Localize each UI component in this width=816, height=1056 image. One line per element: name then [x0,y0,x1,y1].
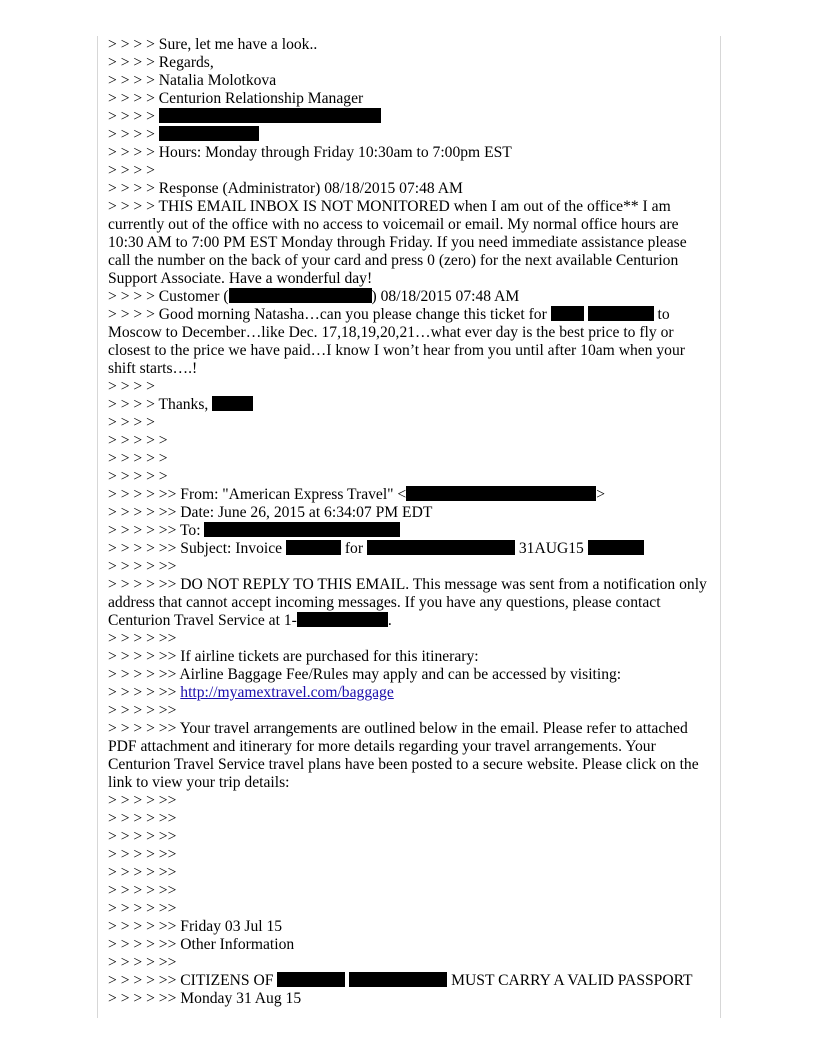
text-line: > > > > [108,108,710,126]
response-header: > > > > Response (Administrator) 08/18/2015 07:48 AM [108,180,463,197]
customer-message: > > > > Good morning Natasha…can you please change this ticket for to Moscow to December…like Dec. 17,18,19,20,21…what ever day is the best price to fly or closest to the price we have paid…I know I won’t hear from you until after 10am when your shift starts….! [108,306,685,377]
quote-marker-line: > > > > >> [108,846,177,863]
travel-arrangements-paragraph: > > > > >> Your travel arrangements are outlined below in the email. Please refer to attached PDF attachment and itinerary for more details regarding your travel arrangements. Your Centurion Travel Service travel plans have been posted to a secure website. Please click on the link to view your trip details: [108,720,699,791]
text-line: > > > > >> Airline Baggage Fee/Rules may apply and can be accessed by visiting: [108,666,622,683]
quote-marker-line: > > > > >> [108,702,177,719]
quote-marker-line: > > > > [108,162,155,179]
office-hours: > > > > Hours: Monday through Friday 10:30am to 7:00pm EST [108,144,512,161]
no-reply-notice: > > > > >> DO NOT REPLY TO THIS EMAIL. This message was sent from a notification only address that cannot accept incoming messages. If you have any questions, please contact Centurion Travel Service at 1- . [108,576,707,629]
quote-marker-line: > > > > >> [108,558,177,575]
text-line: > > > > >> http://myamextravel.com/baggage [108,684,394,701]
redaction-bar [349,972,447,987]
redaction-bar [297,612,388,627]
itinerary-date: > > > > >> Friday 03 Jul 15 [108,918,283,935]
redaction-bar [286,540,341,555]
sender-name: > > > > Natalia Molotkova [108,72,277,89]
redaction-bar [367,540,515,555]
redaction-bar [212,396,253,411]
redaction-bar [159,108,381,123]
quote-marker-line: > > > > >> [108,810,177,827]
sender-title: > > > > Centurion Relationship Manager [108,90,364,107]
itinerary-heading: > > > > >> Other Information [108,936,295,953]
text-line: > > > > Regards, [108,54,214,71]
text-line: > > > > Sure, let me have a look.. [108,36,318,53]
redaction-bar [204,522,400,537]
redaction-bar [406,486,596,501]
quote-marker-line: > > > > >> [108,954,177,971]
baggage-link[interactable]: http://myamextravel.com/baggage [180,684,394,701]
email-to: > > > > >> To: [108,522,710,540]
redaction-bar [588,306,654,321]
quote-marker-line: > > > > > [108,450,168,467]
email-from: > > > > >> From: "American Express Travel" < > [108,486,606,503]
quote-marker-line: > > > > >> [108,630,177,647]
text-line: > > > > [108,126,710,144]
quote-marker-line: > > > > > [108,432,168,449]
auto-reply-paragraph: > > > > THIS EMAIL INBOX IS NOT MONITORED when I am out of the office** I am currently out of the office with no access to voicemail or email. My normal office hours are 10:30 AM to 7:00 PM EST Monday through Friday. If you need immediate assistance please call the number on the back of your card and press 0 (zero) for the next available Centurion Support Associate. Have a wonderful day! [108,198,687,287]
quote-marker-line: > > > > [108,414,155,431]
quote-marker-line: > > > > > [108,468,168,485]
quote-marker-line: > > > > >> [108,900,177,917]
quote-marker-line: > > > > >> [108,828,177,845]
text-line: > > > > Thanks, [108,396,710,414]
email-subject: > > > > >> Subject: Invoice for 31AUG15 [108,540,710,558]
quote-marker-line: > > > > >> [108,792,177,809]
email-thread-body [108,36,710,1008]
redaction-bar [277,972,345,987]
passport-notice: > > > > >> CITIZENS OF MUST CARRY A VALID PASSPORT [108,972,693,989]
customer-header: > > > > Customer ( ) 08/18/2015 07:48 AM [108,288,520,305]
redaction-bar [159,126,259,141]
redaction-bar [229,288,372,303]
redaction-bar [551,306,584,321]
quote-marker-line: > > > > >> [108,882,177,899]
itinerary-date: > > > > >> Monday 31 Aug 15 [108,990,302,1007]
email-date: > > > > >> Date: June 26, 2015 at 6:34:07 PM EDT [108,504,433,521]
redaction-bar [588,540,644,555]
document-page [97,36,721,1018]
quote-marker-line: > > > > [108,378,155,395]
text-line: > > > > >> If airline tickets are purchased for this itinerary: [108,648,479,665]
quote-marker-line: > > > > >> [108,864,177,881]
